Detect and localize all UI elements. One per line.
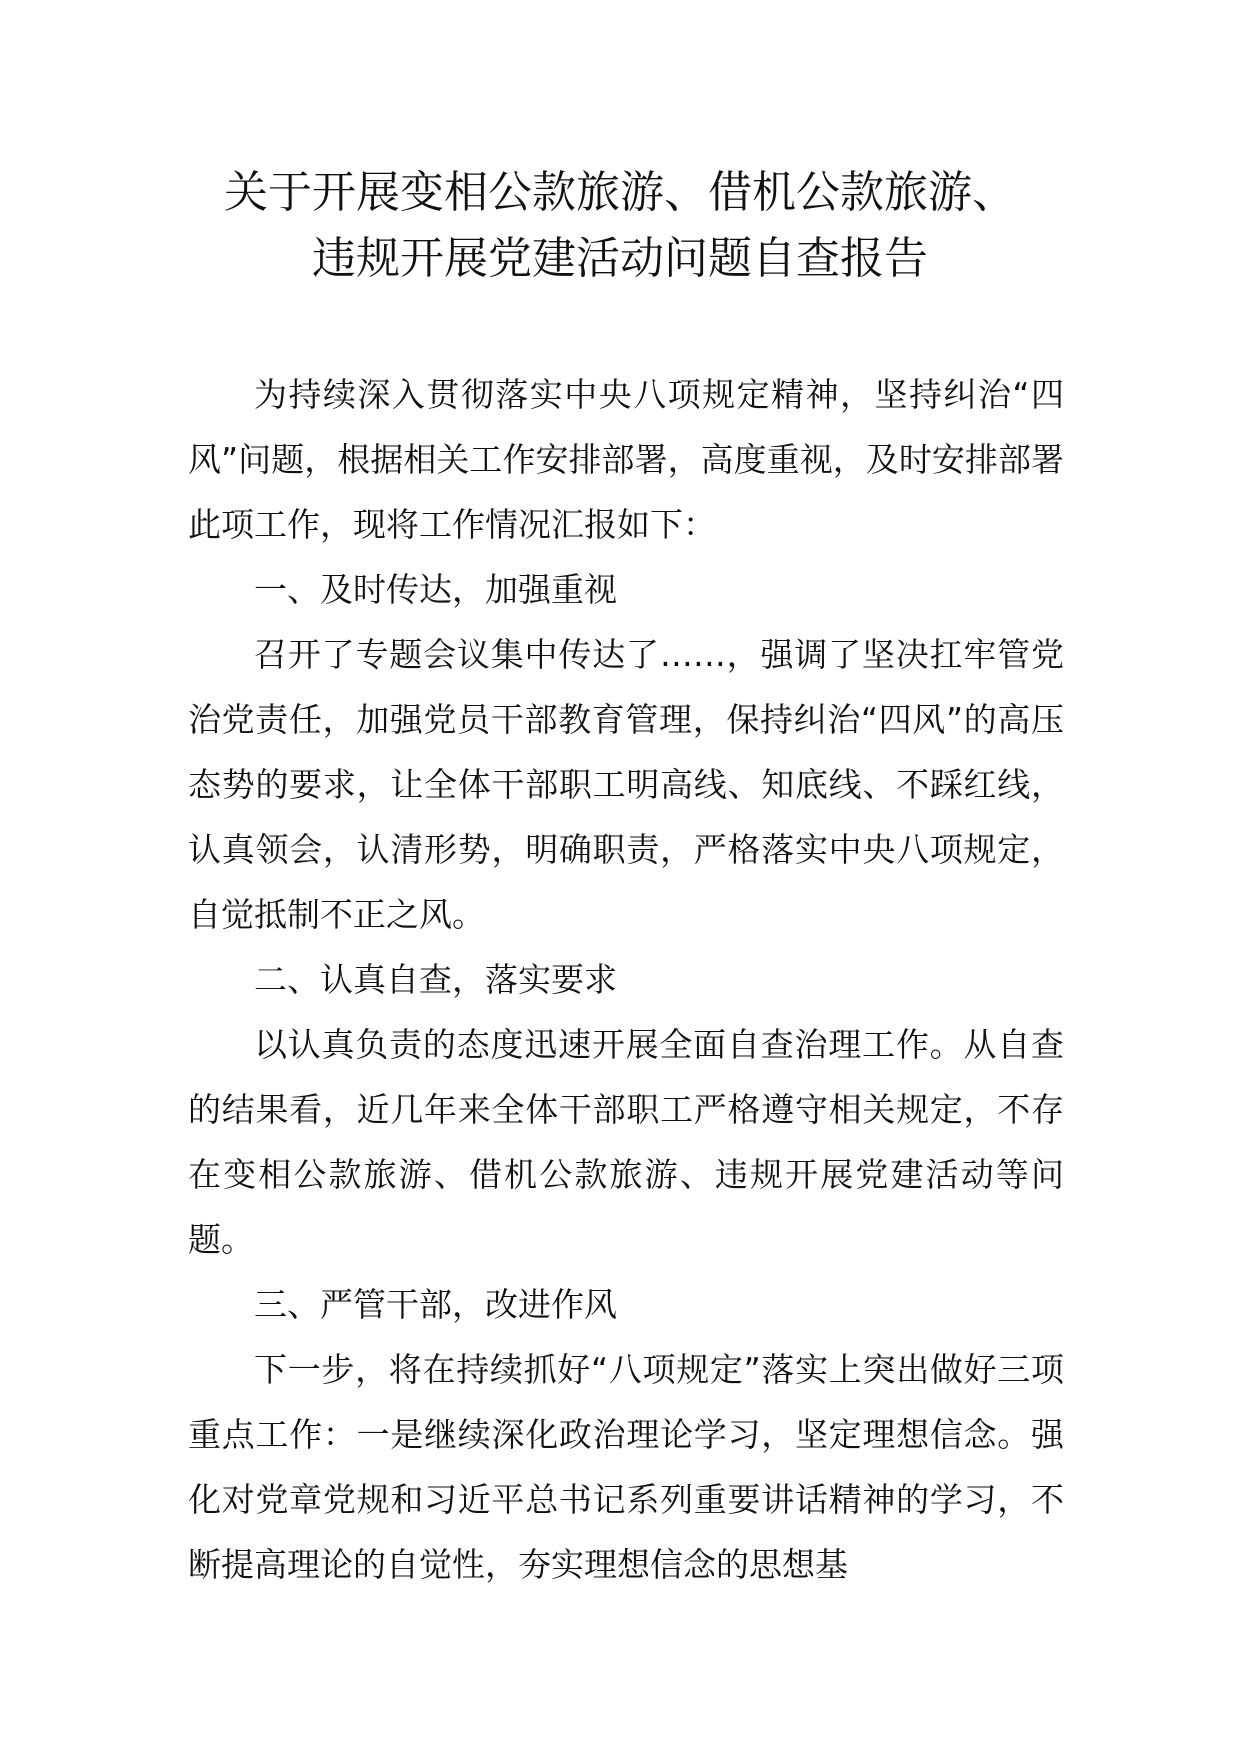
section-heading-2: 二、认真自查，落实要求 [254, 960, 617, 999]
title-line-2: 违规开展党建活动问题自查报告 [312, 233, 928, 284]
document-title [140, 160, 1100, 292]
section-heading-3: 三、严管干部，改进作风 [254, 1285, 617, 1324]
section-paragraph-2: 以认真负责的态度迅速开展全面自查治理工作。从自查的结果看，近几年来全体干部职工严格遵守相关规定，不存在变相公款旅游、借机公款旅游、违规开展党建活动等问题。 [188, 1025, 1064, 1259]
section-paragraph-3: 下一步，将在持续抓好“八项规定”落实上突出做好三项重点工作：一是继续深化政治理论学习，坚定理想信念。强化对党章党规和习近平总书记系列重要讲话精神的学习，不断提高理论的自觉性，夯实理想信念的思想基 [188, 1350, 1064, 1584]
intro-paragraph: 为持续深入贯彻落实中央八项规定精神，坚持纠治“四风”问题，根据相关工作安排部署，高度重视，及时安排部署此项工作，现将工作情况汇报如下： [188, 375, 1064, 544]
section-heading-1: 一、及时传达，加强重视 [254, 570, 617, 609]
document-body [188, 362, 1064, 1597]
section-paragraph-1: 召开了专题会议集中传达了……，强调了坚决扛牢管党治党责任，加强党员干部教育管理，保持纠治“四风”的高压态势的要求，让全体干部职工明高线、知底线、不踩红线，认真领会，认清形势，明确职责，严格落实中央八项规定，自觉抵制不正之风。 [188, 635, 1064, 934]
title-line-1: 关于开展变相公款旅游、借机公款旅游、 [224, 167, 1016, 218]
